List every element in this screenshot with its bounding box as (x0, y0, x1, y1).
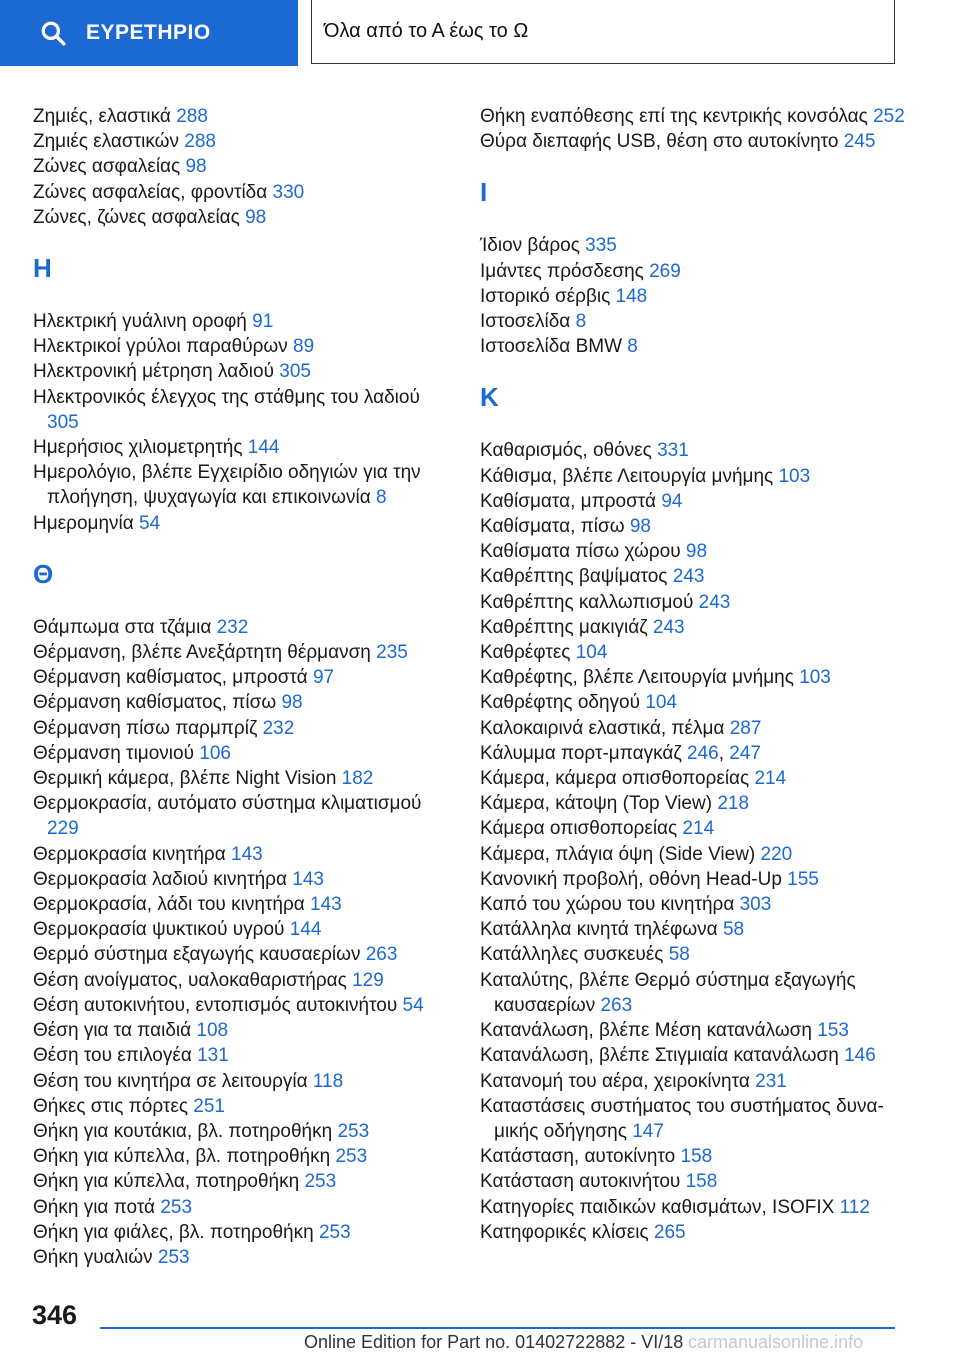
index-entry-text: Ίδιον βάρος (480, 235, 586, 257)
page-link[interactable]: 305 (279, 361, 311, 383)
index-entry-text: Ηλεκτρική γυάλινη οροφή (33, 311, 253, 333)
index-entry (480, 665, 910, 690)
page-link[interactable]: 98 (629, 516, 651, 538)
page-link[interactable]: 303 (739, 894, 772, 916)
index-entry-text: Κάμερα οπισθοπορείας (480, 818, 683, 840)
index-entry (480, 791, 910, 816)
index-entry (33, 1119, 453, 1144)
index-entry-text: Ημερολόγιο, βλέπε Εγχειρίδιο οδηγιών για την πλοήγηση, ψυχαγωγία και επικοινωνία (33, 462, 421, 509)
page-link[interactable]: 232 (262, 717, 295, 739)
index-entry-text: Ιστοσελίδα BMW (480, 336, 628, 358)
index-entry (33, 615, 453, 640)
index-entry (33, 1169, 453, 1194)
section-letter: Κ (480, 382, 499, 413)
page-link[interactable]: 182 (341, 768, 374, 790)
index-entry-text: Θερμό σύστημα εξαγωγής καυσαερίων (33, 944, 366, 966)
page-link[interactable]: 252 (873, 106, 905, 127)
page-link[interactable]: 89 (293, 336, 315, 358)
index-search-tab[interactable] (0, 0, 298, 66)
index-entry-text: Θέρμανση, βλέπε Ανεξάρτητη θέρμανση (33, 642, 377, 664)
page-link[interactable]: 246 (686, 742, 719, 764)
index-entry (33, 435, 453, 460)
page-link[interactable]: 330 (272, 181, 305, 203)
page-link[interactable]: 144 (247, 437, 280, 459)
index-entry-text: Θέρμανση καθίσματος, μπροστά (33, 667, 313, 689)
index-entry (33, 716, 453, 741)
index-entry-text: Θήκη για κύπελλα, ποτηροθήκη (33, 1171, 305, 1193)
page-link[interactable]: 112 (839, 1196, 870, 1218)
index-entry (480, 309, 910, 334)
index-entry-text: Θερμοκρασία κινητήρα (33, 843, 232, 865)
page-link[interactable]: 253 (157, 1246, 190, 1268)
index-entry-text: Θήκη για ποτά (33, 1196, 161, 1218)
index-entry-text: Θέση ανοίγματος, υαλοκαθαριστήρας (33, 969, 353, 991)
index-entry-text: Ζημιές ελαστικών (33, 131, 185, 153)
index-entry (33, 180, 453, 205)
index-entry (480, 539, 910, 564)
page-link[interactable]: 94 (661, 490, 683, 512)
index-entry-text: Ημερήσιος χιλιομετρητής (33, 437, 248, 459)
index-entry (33, 1220, 453, 1245)
page-link[interactable]: 98 (685, 541, 708, 563)
index-entry-text: Ιμάντες πρόσδεσης (480, 260, 650, 282)
index-entry-text: Καθρέπτης καλλωπισμού (480, 591, 699, 613)
page-link[interactable]: 155 (787, 868, 819, 890)
index-entry-text: Καταστάσεις συστήματος του συστήματος δυναμικής οδήγησης (480, 1095, 884, 1142)
index-entry-text: Ζώνες ασφαλείας (33, 156, 186, 178)
page-link[interactable]: 131 (197, 1045, 229, 1067)
index-entry (33, 129, 453, 154)
index-entry (480, 1069, 910, 1094)
index-entry (480, 464, 910, 489)
page-link[interactable]: 287 (729, 717, 762, 739)
page-link[interactable]: 251 (193, 1095, 225, 1117)
page-link[interactable]: 106 (199, 742, 231, 764)
index-entry-text: Θερμοκρασία ψυκτικού υγρού (33, 919, 290, 941)
page-link[interactable]: 245 (843, 131, 876, 153)
index-entry (480, 892, 910, 917)
index-entry (33, 334, 453, 359)
page-link[interactable]: 269 (649, 260, 681, 282)
index-entry (33, 867, 453, 892)
page-link[interactable]: 265 (653, 1221, 686, 1243)
page-link[interactable]: 247 (729, 742, 761, 764)
index-entry-text: Κάλυμμα πορτ-μπαγκάζ (480, 742, 687, 764)
index-entry-text: Θέρμανση καθίσματος, πίσω (33, 692, 282, 714)
index-entry-text: Κατάλληλα κινητά τηλέφωνα (480, 919, 723, 941)
page-link[interactable]: 335 (585, 235, 617, 257)
index-entry (33, 766, 453, 791)
index-entry-text: Κατηφορικές κλίσεις (480, 1221, 654, 1243)
index-entry (33, 1195, 453, 1220)
page-link[interactable]: 158 (680, 1146, 713, 1168)
page-link[interactable]: 220 (760, 843, 793, 865)
index-entry (480, 1144, 910, 1169)
page-link[interactable]: 232 (216, 616, 249, 638)
index-entry-text: Καθρέπτης βαψίματος (480, 566, 673, 588)
index-entry (33, 741, 453, 766)
index-entry-text: Κατανάλωση, βλέπε Μέση κατανάλωση (480, 1020, 818, 1042)
index-entry (33, 791, 453, 841)
index-entry-text: Καλοκαιρινά ελαστικά, πέλμα (480, 717, 730, 739)
index-entry-text: Θέση του επιλογέα (33, 1045, 198, 1067)
page-link[interactable]: 148 (615, 285, 648, 307)
page-link[interactable]: 98 (245, 206, 267, 228)
page-link[interactable]: 288 (184, 131, 216, 153)
index-entry-text: Καθρέπτης μακιγιάζ (480, 616, 653, 638)
page-link[interactable]: 229 (47, 818, 79, 840)
index-entry (33, 1043, 453, 1068)
index-entry (480, 766, 910, 791)
page-link[interactable]: 263 (365, 944, 398, 966)
section-letter: Θ (33, 558, 54, 589)
page-link[interactable]: 58 (668, 944, 690, 966)
footer-divider (100, 1327, 895, 1329)
index-entry (480, 489, 910, 514)
page-link[interactable]: 143 (231, 843, 263, 865)
index-entry (480, 640, 910, 665)
index-entry (33, 460, 453, 510)
index-entry-text: Θερμοκρασία, αυτόματο σύστημα κλιματισμού (33, 793, 422, 815)
page-link[interactable]: 235 (376, 642, 408, 664)
index-entry (33, 1069, 453, 1094)
index-entry-text: Θήκη για φιάλες, βλ. ποτηροθήκη (33, 1221, 319, 1243)
index-entry-text: Ζημιές, ελαστικά (33, 106, 177, 127)
index-entry (33, 104, 453, 129)
index-entry-text: Θέση του κινητήρα σε λειτουργία (33, 1070, 313, 1092)
index-entry (480, 968, 910, 1018)
index-entry-text: Θήκη για κύπελλα, βλ. ποτηροθήκη (33, 1146, 336, 1168)
index-entry-text: Κατάσταση, αυτοκίνητο (480, 1146, 681, 1168)
index-entry-text: Θερμική κάμερα, βλέπε Night Vision (33, 768, 342, 790)
page-link[interactable]: 8 (575, 311, 587, 333)
index-entry-text: Καθίσματα, πίσω (480, 516, 630, 538)
page-link[interactable]: 305 (47, 411, 79, 433)
index-entry (480, 284, 910, 309)
index-entry (480, 1220, 910, 1245)
index-entry-text: Ιστοσελίδα (480, 311, 576, 333)
index-entry-text: Θύρα διεπαφής USB, θέση στο αυτοκίνητο (480, 131, 844, 153)
page-link[interactable]: 54 (402, 994, 424, 1016)
page-link[interactable]: 214 (682, 818, 715, 840)
page-link[interactable]: 8 (376, 487, 387, 509)
page-link[interactable]: 214 (754, 768, 787, 790)
index-entry (480, 104, 910, 129)
page-link[interactable]: 103 (778, 465, 811, 487)
index-entry (480, 716, 910, 741)
index-entry (480, 590, 910, 615)
index-entry-text: Ημερομηνία (33, 512, 140, 534)
index-entry (480, 842, 910, 867)
page-link[interactable]: 144 (289, 919, 322, 941)
index-entry (33, 690, 453, 715)
index-entry-text: Ηλεκτρικοί γρύλοι παραθύρων (33, 336, 294, 358)
index-entry-text: Καθρέφτες (480, 642, 576, 664)
index-entry-text: Θέση για τα παιδιά (33, 1020, 197, 1042)
page-link[interactable]: 146 (844, 1045, 876, 1067)
page-link[interactable]: 103 (799, 667, 831, 689)
page-link[interactable]: 288 (176, 106, 208, 127)
index-entry-text: Κάθισμα, βλέπε Λειτουργία μνήμης (480, 465, 779, 487)
index-entry-text: Καθίσματα, μπροστά (480, 490, 662, 512)
index-entry-text: Ζώνες ασφαλείας, φροντίδα (33, 181, 273, 203)
page-link[interactable]: 253 (335, 1146, 368, 1168)
page-link[interactable]: 263 (600, 994, 633, 1016)
page-link[interactable]: 231 (755, 1070, 787, 1092)
index-entry-text: Καθίσματα πίσω χώρου (480, 541, 686, 563)
page-title: Όλα από το Α έως το Ω (311, 0, 895, 64)
index-entry (33, 309, 453, 334)
index-entry-text: Θάμπωμα στα τζάμια (33, 616, 217, 638)
index-entry (480, 1195, 910, 1220)
index-entry (33, 665, 453, 690)
index-entry (33, 385, 453, 435)
index-entry-text: Κατάσταση αυτοκινήτου (480, 1171, 686, 1193)
index-entry (480, 942, 910, 967)
page-link[interactable]: 253 (160, 1196, 193, 1218)
index-entry (480, 334, 910, 359)
page-link[interactable]: 331 (657, 440, 689, 462)
page-link[interactable]: 218 (717, 793, 750, 815)
index-entry-text: Καπό του χώρου του κινητήρα (480, 894, 740, 916)
search-icon (40, 20, 66, 46)
index-entry (480, 690, 910, 715)
index-entry-text: Καθρέφτης, βλέπε Λειτουργία μνήμης (480, 667, 800, 689)
index-entry (480, 615, 910, 640)
index-entry (480, 1043, 910, 1068)
index-entry-text: Κάμερα, πλάγια όψη (Side View) (480, 843, 761, 865)
page-link[interactable]: 143 (292, 868, 324, 890)
index-entry-text: Ηλεκτρονικός έλεγχος της στάθμης του λαδιού (33, 386, 420, 408)
index-entry-text: Κάμερα, κάτοψη (Top View) (480, 793, 718, 815)
index-entry (33, 892, 453, 917)
index-entry (480, 514, 910, 539)
page-link[interactable]: 108 (196, 1020, 229, 1042)
index-entry-text: Θήκες στις πόρτες (33, 1095, 194, 1117)
index-entry-text: Κατάλληλες συσκευές (480, 944, 669, 966)
index-entry (480, 233, 910, 258)
index-entry-text: Κατανομή του αέρα, χειροκίνητα (480, 1070, 756, 1092)
page-link[interactable]: 143 (310, 894, 342, 916)
index-entry (33, 205, 453, 230)
index-entry (480, 1018, 910, 1043)
page-link[interactable]: 158 (685, 1171, 718, 1193)
index-entry-text: Καθρέφτης οδηγού (480, 692, 646, 714)
page-link[interactable]: 253 (304, 1171, 337, 1193)
index-entry-text: Θέση αυτοκινήτου, εντοπισμός αυτοκινήτου (33, 994, 403, 1016)
index-entry-text: Ιστορικό σέρβις (480, 285, 616, 307)
index-entry (33, 1245, 453, 1270)
index-search-label: ΕΥΡΕΤΗΡΙΟ (86, 21, 211, 44)
index-header (0, 0, 960, 66)
index-entry-text: Θέρμανση τιμονιού (33, 742, 200, 764)
page-link[interactable]: 243 (652, 616, 685, 638)
index-entry-text: Θέρμανση πίσω παρμπρίζ (33, 717, 263, 739)
page-link[interactable]: 8 (627, 336, 638, 358)
page-link[interactable]: 129 (352, 969, 384, 991)
page-link[interactable]: 118 (312, 1070, 344, 1092)
index-entry (33, 1094, 453, 1119)
section-letter: Η (33, 253, 52, 284)
page-link[interactable]: 104 (645, 692, 677, 714)
page-link[interactable]: 243 (672, 566, 705, 588)
page-link[interactable]: 58 (722, 919, 745, 941)
page-link[interactable]: 97 (312, 667, 335, 689)
index-entry (480, 917, 910, 942)
page-link[interactable]: 104 (575, 642, 608, 664)
index-entry (33, 842, 453, 867)
index-entry (33, 1018, 453, 1043)
index-entry-text: Κανονική προβολή, οθόνη Head-Up (480, 868, 788, 890)
section-letter: Ι (480, 177, 488, 208)
index-entry (33, 993, 453, 1018)
index-column-right (480, 104, 910, 1245)
index-entry (480, 259, 910, 284)
index-entry (33, 942, 453, 967)
index-entry-text: Θερμοκρασία λαδιού κινητήρα (33, 868, 293, 890)
index-entry (480, 1094, 910, 1144)
index-entry (33, 154, 453, 179)
index-entry (480, 867, 910, 892)
index-entry-text: Θήκη για κουτάκια, βλ. ποτηροθήκη (33, 1120, 338, 1142)
page-link[interactable]: 253 (318, 1221, 351, 1243)
index-entry-text: Θερμοκρασία, λάδι του κινητήρα (33, 894, 311, 916)
page-link[interactable]: 253 (337, 1120, 370, 1142)
index-entry-text: Ηλεκτρονική μέτρηση λαδιού (33, 361, 280, 383)
page-link[interactable]: 54 (139, 512, 161, 534)
index-entry-text: Κατανάλωση, βλέπε Στιγμιαία κατανάλωση (480, 1045, 845, 1067)
index-entry-text: Κατηγορίες παιδικών καθισμάτων, ISOFIX (480, 1196, 840, 1218)
index-entry (480, 438, 910, 463)
page-link[interactable]: 147 (632, 1120, 664, 1142)
index-entry-text: Θήκη εναπόθεσης επί της κεντρικής κονσόλας (480, 106, 874, 127)
index-entry (480, 816, 910, 841)
index-entry (480, 129, 910, 154)
watermark-text: carmanualsonline.info (688, 1332, 864, 1352)
page-link[interactable]: 98 (281, 692, 303, 714)
page-number: 346 (32, 1300, 78, 1330)
index-entry-text: Καθαρισμός, οθόνες (480, 440, 658, 462)
index-entry (33, 511, 453, 536)
index-column-left (33, 104, 453, 1270)
index-entry (480, 564, 910, 589)
index-entry-text: Ζώνες, ζώνες ασφαλείας (33, 206, 246, 228)
index-entry (480, 1169, 910, 1194)
index-entry-text: Θήκη γυαλιών (33, 1246, 158, 1268)
page-link[interactable]: 243 (698, 591, 731, 613)
index-entry (33, 359, 453, 384)
index-entry (33, 640, 453, 665)
index-entry (33, 968, 453, 993)
page-link[interactable]: 98 (185, 156, 207, 178)
footer-edition: Online Edition for Part no. 01402722882 - VI/18 (304, 1332, 684, 1352)
index-entry-text: Κάμερα, κάμερα οπισθοπορείας (480, 768, 755, 790)
index-entry (33, 917, 453, 942)
page-link[interactable]: 153 (817, 1020, 849, 1042)
index-entry: Κάλυμμα πορτ-μπαγκάζ 246, 247 (480, 742, 761, 764)
index-entry (33, 1144, 453, 1169)
page-link[interactable]: 91 (252, 311, 274, 333)
index-entry-text: Καταλύτης, βλέπε Θερμό σύστημα εξαγωγής καυσαερίων (480, 969, 856, 1016)
